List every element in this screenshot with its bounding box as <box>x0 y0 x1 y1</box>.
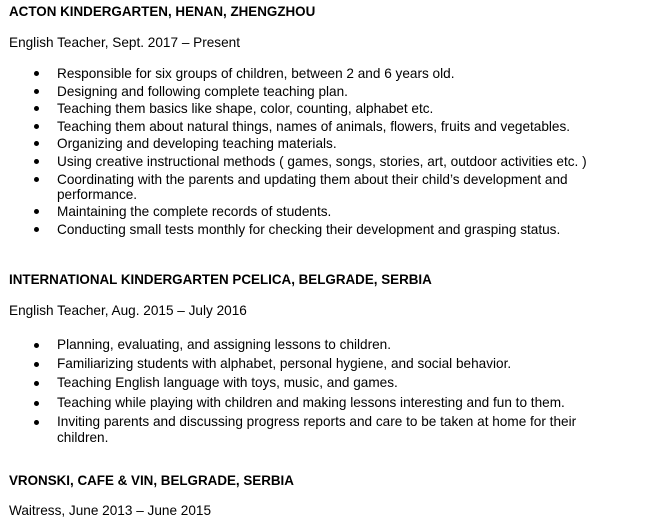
job-2-duties-list <box>9 337 629 449</box>
job-1-role: English Teacher, Sept. 2017 – Present <box>9 35 240 50</box>
job-2-duty: Planning, evaluating, and assigning lessons to children. <box>9 337 629 353</box>
job-2-duty: Teaching while playing with children and making lessons interesting and fun to them. <box>9 395 629 411</box>
job-1-duty: Coordinating with the parents and updating them about their child’s development and performance. <box>9 172 629 202</box>
job-1-duty: Organizing and developing teaching materials. <box>9 136 629 151</box>
job-1-duties-list <box>9 66 629 239</box>
job-1-duty: Using creative instructional methods ( games, songs, stories, art, outdoor activities etc. ) <box>9 154 629 169</box>
job-1-duty: Maintaining the complete records of students. <box>9 204 629 219</box>
job-1-duty: Conducting small tests monthly for checking their development and grasping status. <box>9 222 629 237</box>
job-1-duty: Teaching them basics like shape, color, counting, alphabet etc. <box>9 101 629 116</box>
job-1-duty: Responsible for six groups of children, between 2 and 6 years old. <box>9 66 629 81</box>
job-1-company: ACTON KINDERGARTEN, HENAN, ZHENGZHOU <box>9 4 316 19</box>
job-3-role: Waitress, June 2013 – June 2015 <box>9 503 212 518</box>
job-2-company: INTERNATIONAL KINDERGARTEN PCELICA, BELGRADE, SERBIA <box>9 272 432 287</box>
job-1-duty: Teaching them about natural things, names of animals, flowers, fruits and vegetables. <box>9 119 629 134</box>
job-2-role: English Teacher, Aug. 2015 – July 2016 <box>9 303 247 318</box>
job-2-duty: Teaching English language with toys, music, and games. <box>9 375 629 391</box>
job-3-company: VRONSKI, CAFE & VIN, BELGRADE, SERBIA <box>9 473 294 488</box>
job-2-duty: Familiarizing students with alphabet, personal hygiene, and social behavior. <box>9 356 629 372</box>
job-1-duty: Designing and following complete teaching plan. <box>9 84 629 99</box>
job-2-duty: Inviting parents and discussing progress reports and care to be taken at home for their children. <box>9 414 629 446</box>
